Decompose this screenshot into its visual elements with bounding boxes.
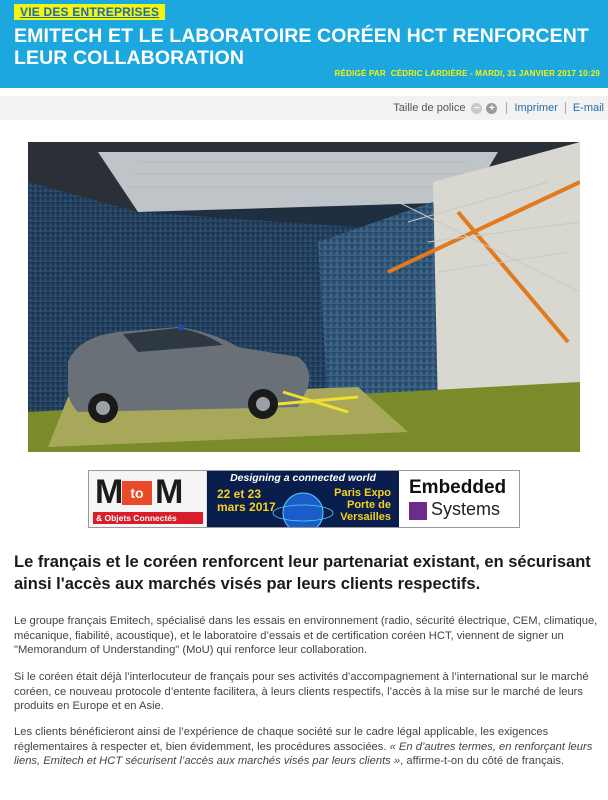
embedded-line1: Embedded: [409, 477, 507, 498]
event-dates-line2: mars 2017: [217, 500, 276, 514]
toolbar-divider: [506, 102, 507, 114]
print-link[interactable]: Imprimer: [514, 102, 558, 114]
embedded-systems-logo: [399, 471, 519, 527]
event-details: [207, 471, 399, 527]
article-paragraph-3: [14, 725, 598, 769]
author-name: CÉDRIC LARDIÈRE: [390, 69, 468, 78]
event-banner-ad[interactable]: [88, 470, 520, 528]
email-link[interactable]: E-mail: [572, 102, 604, 114]
byline-prefix: RÉDIGÉ PAR: [334, 69, 386, 78]
m2m-letter-m: M: [95, 473, 122, 511]
event-venue-line1: Paris Expo: [334, 487, 391, 499]
article-lead: Le français et le coréen renforcent leur partenariat existant, en sécurisant ainsi l'accès aux marchés visés par leurs clients respectifs.: [14, 553, 591, 593]
anechoic-chamber-car-image: [28, 142, 580, 452]
minus-circle-icon[interactable]: −: [471, 103, 482, 114]
m2m-logo: [89, 471, 207, 527]
m2m-subtitle: & Objets Connectés: [93, 512, 203, 524]
article-photo: [28, 142, 580, 452]
toolbar-divider: [565, 102, 566, 114]
paragraph-3-text: Les clients bénéficieront ainsi de l’expérience de chaque société sur le cadre légal applicable, les exigences réglementaires à respecter et, bien évidemment, les procédures associées.: [14, 726, 549, 753]
plus-circle-icon[interactable]: +: [486, 103, 497, 114]
embedded-line2: Systems: [431, 499, 501, 519]
publish-date: - MARDI, 31 JANVIER 2017 10:29: [469, 69, 600, 78]
paragraph-3-quote: « En d’autres termes, en renforçant leurs liens, Emitech et HCT sécurisent l’accès aux marchés visés par leurs clients »: [14, 740, 593, 767]
embedded-mark-icon: [409, 502, 427, 520]
event-dates-line1: 22 et 23: [217, 487, 262, 501]
article-header: [0, 0, 608, 88]
event-venue: [334, 487, 391, 523]
event-venue-line2: Porte de: [346, 499, 391, 511]
m2m-letter-m2: M: [155, 473, 184, 511]
article-toolbar: [0, 96, 608, 120]
event-dates: [217, 488, 276, 514]
paragraph-3-end: , affirme-t-on du côté de français.: [400, 755, 565, 767]
event-venue-line3: Versailles: [340, 511, 391, 523]
event-tagline: Designing a connected world: [230, 472, 376, 484]
article-paragraph-2: Si le coréen était déjà l’interlocuteur de français pour ses activités d’accompagnement à l’international sur le marché coréen, ce nouveau protocole d’entente facilitera, à leurs clients respectifs, l’accès à la mise sur le marché de leurs produits en Europe et en Asie.: [14, 671, 589, 712]
font-size-label: Taille de police: [393, 102, 466, 114]
article-title: EMITECH ET LE LABORATOIRE CORÉEN HCT RENFORCENT LEUR COLLABORATION: [14, 25, 589, 69]
section-tag-link[interactable]: VIE DES ENTREPRISES: [14, 4, 165, 20]
byline: [335, 69, 600, 78]
m2m-letter-to: to: [122, 481, 152, 505]
article-paragraph-1: Le groupe français Emitech, spécialisé dans les essais en environnement (radio, sécurité électrique, CEM, climatique, mécanique, fiabilité, acoustique), et le laboratoire d’essais et de certification coréen HCT, viennent de signer un "Memorandum of Understanding" (MoU) qui renforce leur collaboration.: [14, 615, 598, 656]
